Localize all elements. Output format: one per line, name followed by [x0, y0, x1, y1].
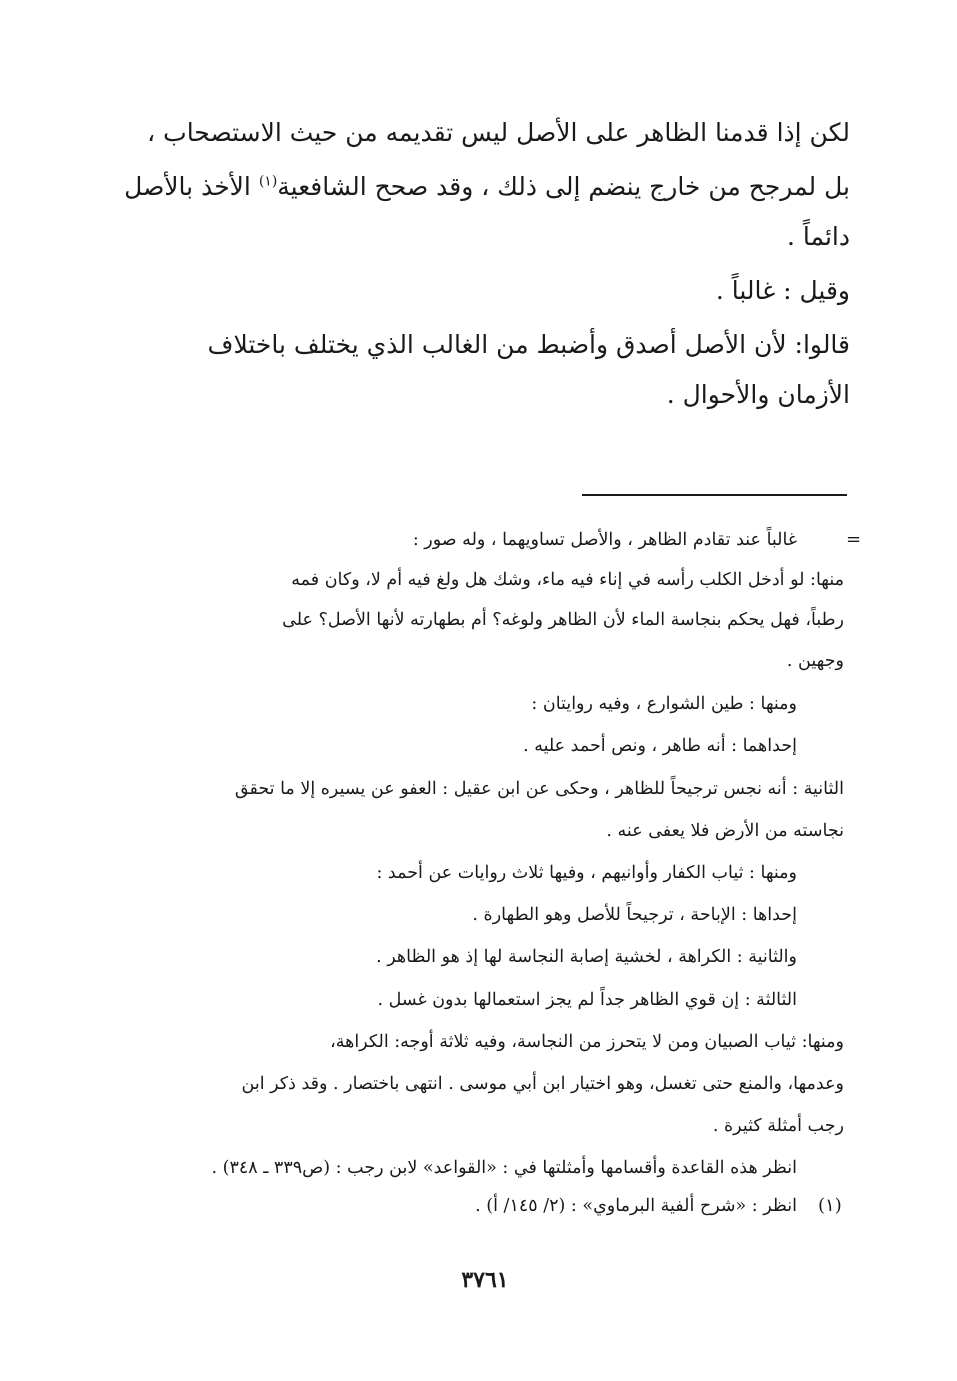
main-line-2-part-a: بل لمرجح من خارج ينضم إلى ذلك ، وقد صحح الشافعية — [277, 172, 850, 201]
footnote-line: الثالثة : إن قوي الظاهر جداً لم يجز استعمالها بدون غسل . — [377, 990, 797, 1010]
main-line-3-text: دائماً . — [786, 222, 850, 251]
footnote-ref-1[interactable]: (١) — [258, 173, 278, 190]
footnote-separator — [582, 494, 847, 496]
footnote-line: ومنها : طين الشوارع ، وفيه روايتان : — [531, 694, 797, 714]
footnote-line: والثانية : الكراهة ، لخشية إصابة النجاسة لها إذ هو الظاهر . — [376, 947, 797, 967]
footnote-line: ومنها : ثياب الكفار وأوانيهم ، وفيها ثلاث روايات عن أحمد : — [376, 863, 797, 883]
footnote-1-number: (١) — [818, 1195, 842, 1216]
footnote-line: رطباً، فهل يحكم بنجاسة الماء لأن الظاهر ولوغه؟ أم بطهارته لأنها الأصل؟ على — [282, 610, 844, 630]
main-line-6-text: الأزمان والأحوال . — [666, 380, 850, 409]
footnote-line: نجاسته من الأرض فلا يعفى عنه . — [606, 821, 844, 841]
page-number: ٣٧٦١ — [461, 1267, 509, 1293]
main-line-2-part-b: الأخذ بالأصل — [124, 172, 259, 201]
footnote-line: رجب أمثلة كثيرة . — [712, 1116, 844, 1136]
main-line-1-text: لكن إذا قدمنا الظاهر على الأصل ليس تقديمه من حيث الاستصحاب ، — [147, 118, 850, 147]
footnote-line: وجهين . — [786, 651, 844, 671]
footnote-line: ومنها: ثياب الصبيان ومن لا يتحرز من النجاسة، وفيه ثلاثة أوجه: الكراهة، — [330, 1032, 844, 1052]
footnote-line: انظر هذه القاعدة وأقسامها وأمثلتها في : «القواعد» لابن رجب : (ص٣٣٩ ـ ٣٤٨) . — [211, 1158, 797, 1178]
main-line-2-text — [124, 162, 850, 212]
footnote-line: إحداها : الإباحة ، ترجيحاً للأصل وهو الطهارة . — [472, 905, 797, 925]
footnote-1-text: انظر : «شرح ألفية البرماوي» : (٢/ ١٤٥/ أ) . — [475, 1196, 797, 1216]
footnote-line: إحداهما : أنه طاهر ، ونص أحمد عليه . — [523, 736, 797, 756]
footnote-line: الثانية : أنه نجس ترجيحاً للظاهر ، وحكى عن ابن عقيل : العفو عن يسيره إلا ما تحقق — [234, 779, 844, 799]
main-line-5-text: قالوا: لأن الأصل أصدق وأضبط من الغالب الذي يختلف باختلاف — [207, 330, 850, 359]
main-line-4-text: وقيل : غالباً . — [715, 276, 850, 305]
footnote-line: منها: لو أدخل الكلب رأسه في إناء فيه ماء، وشك هل ولغ فيه أم لا، وكان فمه — [291, 570, 844, 590]
footnote-line: غالباً عند تقادم الظاهر ، والأصل تساويهما ، وله صور : — [412, 530, 797, 550]
footnote-line: وعدمها، والمنع حتى تغسل، وهو اختيار ابن أبي موسى . انتهى باختصار . وقد ذكر ابن — [241, 1074, 844, 1094]
footnote-continuation-mark: = — [846, 529, 862, 550]
